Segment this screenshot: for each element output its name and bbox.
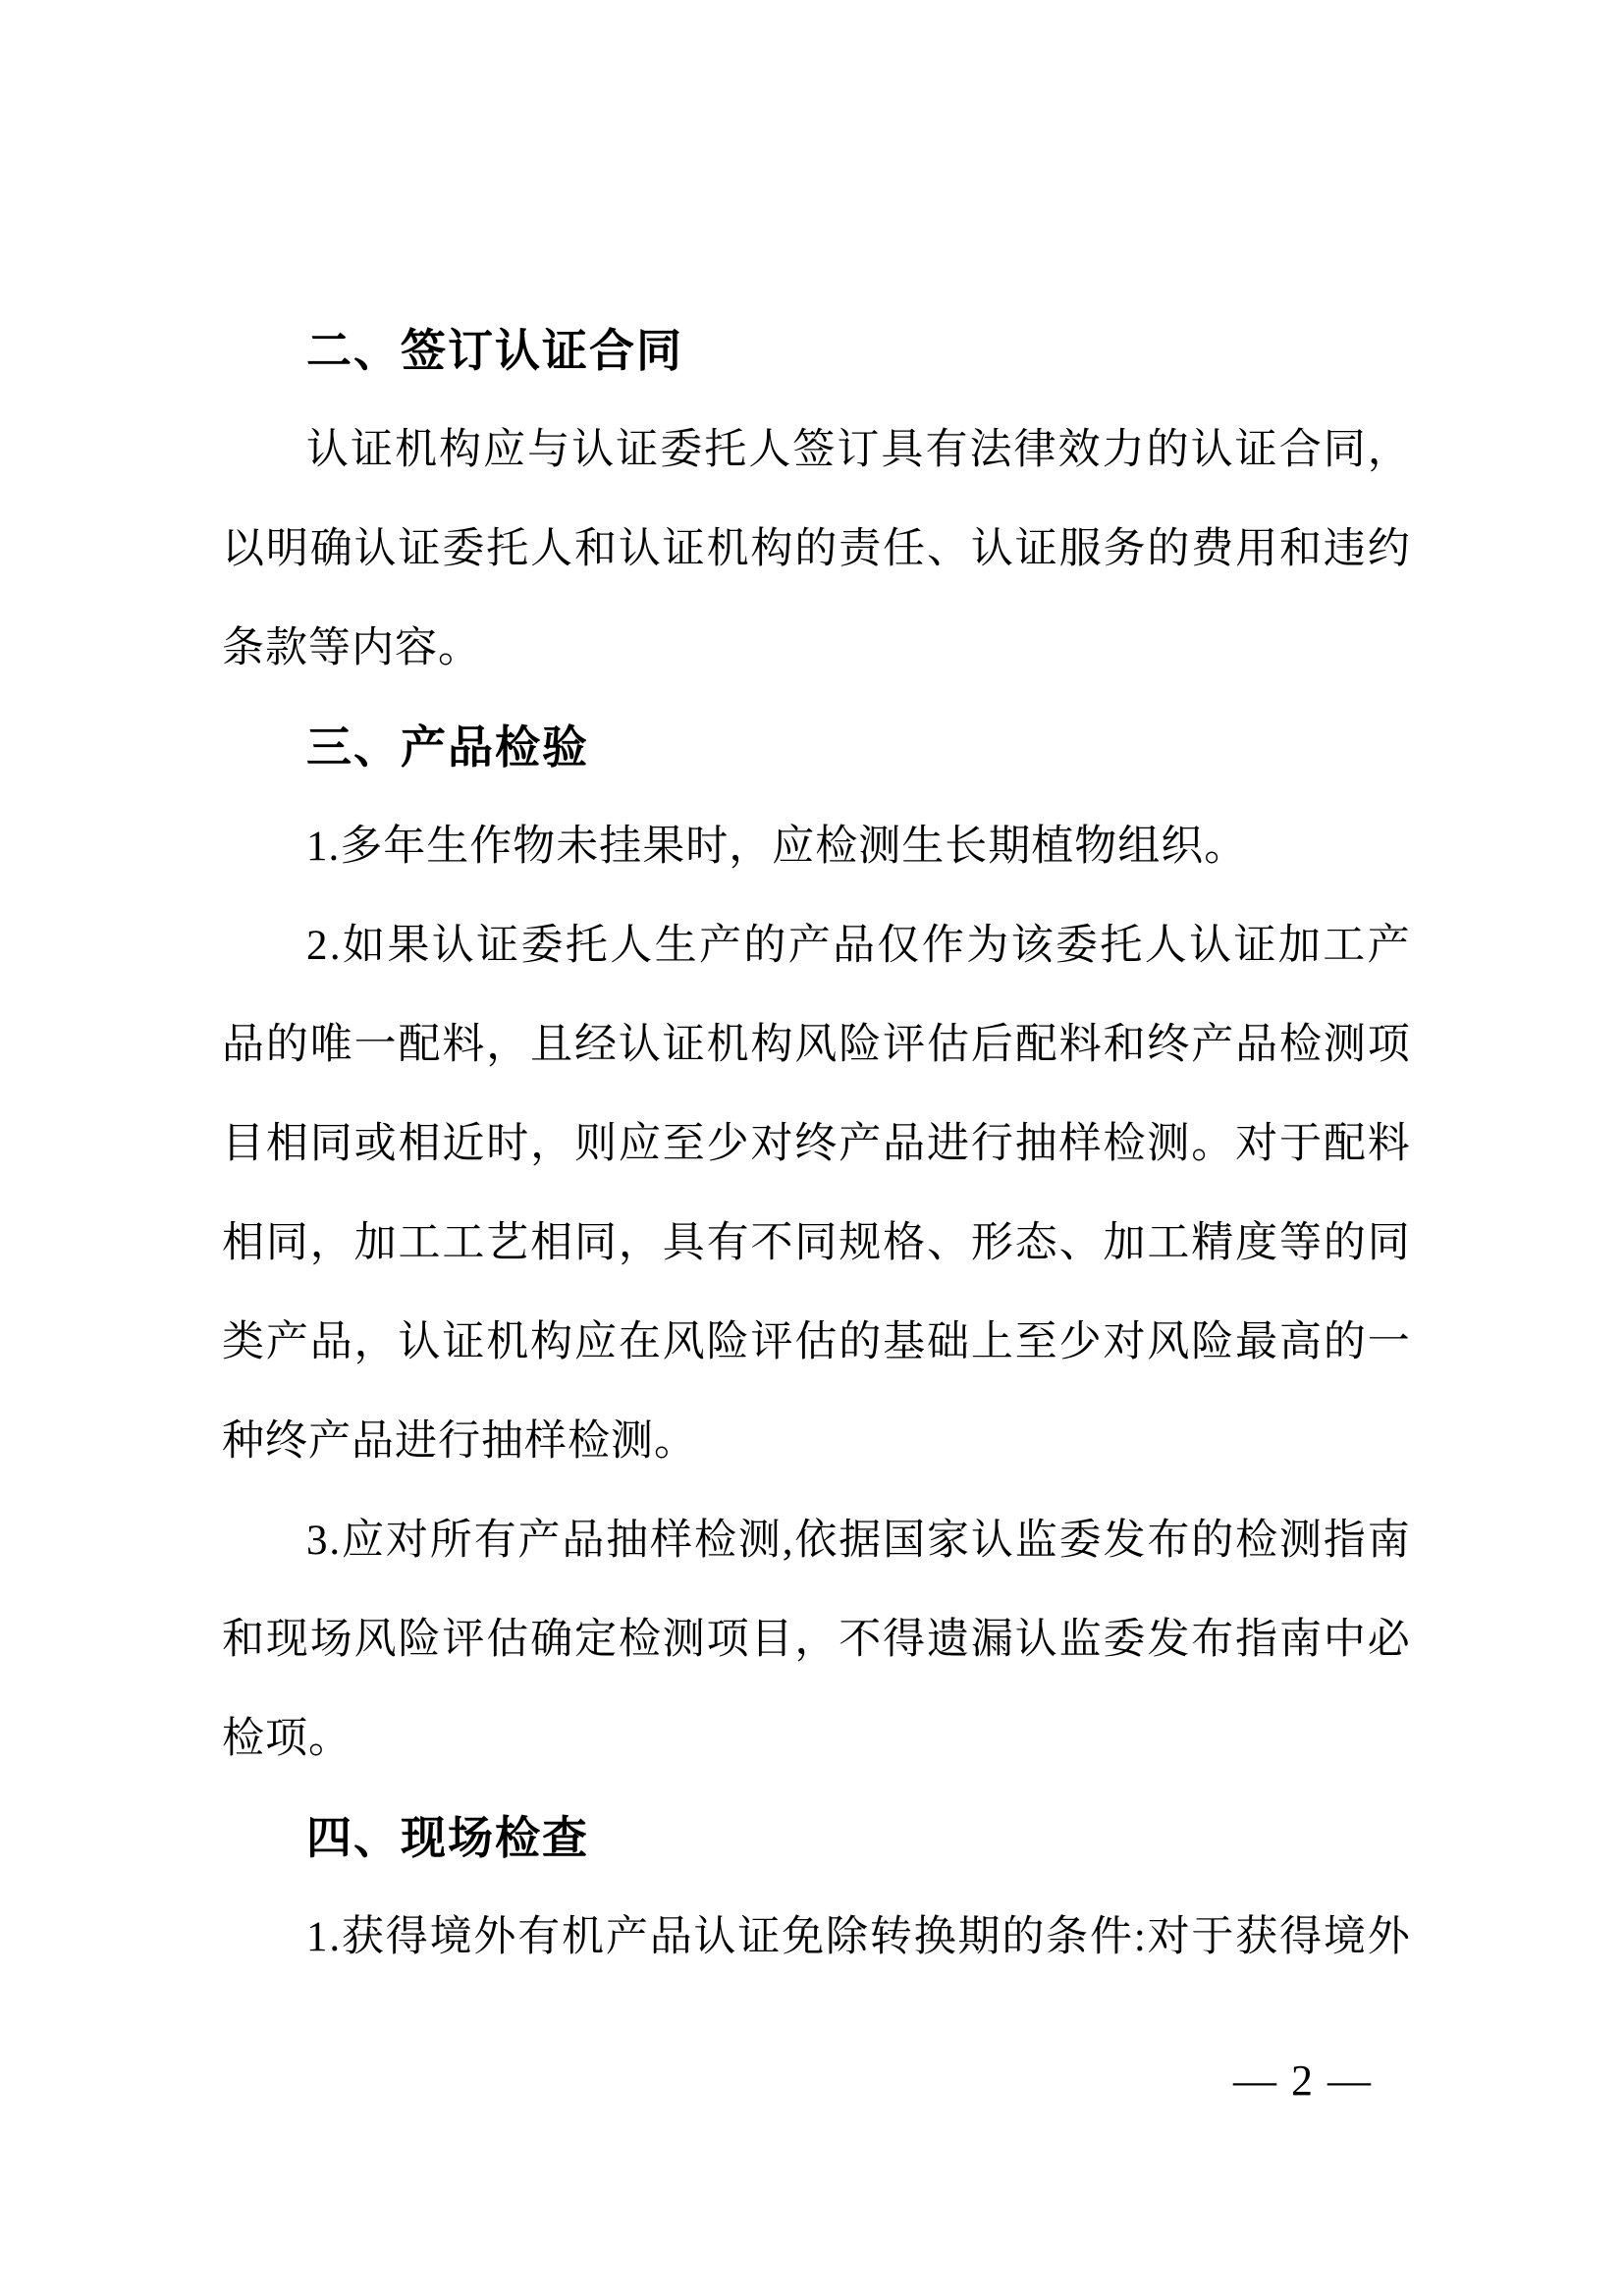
char: 项: [706, 1617, 749, 1663]
char: 相: [222, 1220, 264, 1266]
char: 上: [970, 1319, 1013, 1365]
char: 认: [398, 1319, 441, 1365]
char: 高: [1279, 1319, 1322, 1365]
text-line: 1.多年生作物未挂果时，应检测生长期植物组织。: [306, 824, 1248, 870]
char: 转: [869, 1914, 912, 1960]
char: 指: [1323, 1518, 1366, 1564]
text-line: 检项。: [222, 1716, 352, 1762]
char: 础: [927, 1319, 969, 1365]
char: 条: [1046, 1914, 1089, 1960]
char: 的: [265, 1022, 308, 1068]
char: 于: [1191, 1914, 1234, 1960]
char: 境: [429, 1914, 472, 1960]
char: 得: [883, 1617, 926, 1663]
char: 抽: [606, 1518, 649, 1564]
char: 对: [385, 1518, 428, 1564]
char: 品: [649, 1914, 692, 1960]
char: 相: [530, 1220, 573, 1266]
char: 构: [750, 526, 793, 572]
paragraph: [222, 400, 1410, 698]
char: 形: [970, 1220, 1013, 1266]
char: 委: [442, 526, 485, 572]
char: 任: [883, 526, 926, 572]
char: 产: [605, 1914, 648, 1960]
paragraph: [222, 896, 1410, 1491]
char: 、: [1058, 1220, 1102, 1266]
char: 获: [341, 1914, 384, 1960]
char: 近: [442, 1121, 485, 1167]
char: 发: [1147, 1617, 1190, 1663]
char: 同: [794, 1220, 838, 1266]
char: 样: [1058, 1121, 1102, 1167]
char: 中: [1323, 1617, 1366, 1663]
char: 风: [1147, 1319, 1190, 1365]
char: 人: [610, 923, 653, 969]
char: 认: [970, 526, 1013, 572]
char: 测: [1279, 1518, 1322, 1564]
char: 确: [309, 526, 352, 572]
char: 该: [1010, 923, 1054, 969]
char: 律: [1013, 427, 1056, 473]
char: 服: [1058, 526, 1102, 572]
char: 机: [562, 1914, 605, 1960]
paragraph: [222, 797, 1410, 896]
char: 工: [1147, 1220, 1190, 1266]
char: 遗: [927, 1617, 969, 1663]
char: 料: [1367, 1121, 1410, 1167]
text-line: 四、现场检查: [306, 1812, 589, 1863]
char: 险: [398, 1617, 441, 1663]
char: 配: [1014, 1022, 1057, 1068]
char: 力: [1102, 427, 1145, 473]
char: 境: [1323, 1914, 1366, 1960]
char: 机: [395, 427, 438, 473]
text-line: [222, 896, 1410, 995]
text-line: [222, 400, 1410, 500]
char: 料: [442, 1022, 485, 1068]
char: 工: [442, 1220, 485, 1266]
char: 托: [486, 526, 529, 572]
char: 换: [913, 1914, 956, 1960]
char: 目: [222, 1121, 264, 1167]
char: 应: [483, 427, 526, 473]
char: 果: [387, 923, 430, 969]
char: 、: [927, 1220, 969, 1266]
char: 监: [1014, 1518, 1057, 1564]
char: 确: [530, 1617, 573, 1663]
char: 国: [883, 1518, 926, 1564]
char: 的: [743, 923, 786, 969]
char: 以: [222, 526, 264, 572]
text-line: [222, 1491, 1410, 1590]
char: 和: [1279, 526, 1322, 572]
char: 委: [1103, 1617, 1146, 1663]
text-line: [222, 500, 1410, 599]
char: 配: [1323, 1121, 1366, 1167]
char: 人: [1144, 923, 1187, 969]
char: 对: [1235, 1121, 1278, 1167]
char: 认: [970, 1518, 1013, 1564]
char: ，: [353, 1319, 397, 1365]
char: 应: [618, 1121, 661, 1167]
char: 对: [750, 1121, 793, 1167]
char: 托: [704, 427, 747, 473]
char: 机: [486, 1319, 529, 1365]
char: 证: [662, 526, 705, 572]
char: 不: [750, 1220, 793, 1266]
char: 为: [966, 923, 1009, 969]
char: .: [329, 1518, 341, 1564]
char: 相: [398, 1121, 441, 1167]
char: 2: [306, 923, 328, 969]
char: 免: [782, 1914, 825, 1960]
char: 除: [826, 1914, 869, 1960]
paragraph: [222, 1491, 1410, 1789]
char: 相: [265, 1121, 308, 1167]
char: 定: [574, 1617, 617, 1663]
char: 3: [306, 1518, 328, 1564]
char: 证: [398, 526, 441, 572]
char: 同: [265, 1220, 308, 1266]
char: 测: [737, 1518, 781, 1564]
char: 同: [1323, 427, 1366, 473]
char: .: [329, 923, 341, 969]
char: 品: [1235, 1022, 1278, 1068]
char: ,: [782, 1518, 793, 1564]
char: 签: [792, 427, 836, 473]
section-heading: [222, 301, 1410, 400]
char: 产: [517, 1518, 561, 1564]
char: 同: [574, 1220, 617, 1266]
char: 基: [883, 1319, 926, 1365]
char: 合: [1278, 427, 1322, 473]
char: 人: [530, 526, 573, 572]
document-content: [222, 301, 1410, 1987]
char: 南: [1367, 1518, 1410, 1564]
char: 务: [1103, 526, 1146, 572]
char: 外: [473, 1914, 516, 1960]
text-line: [222, 1293, 1410, 1392]
char: 风: [662, 1319, 705, 1365]
char: 的: [1191, 1518, 1234, 1564]
char: 加: [1277, 923, 1321, 969]
char: 构: [530, 1319, 573, 1365]
char: 评: [750, 1319, 793, 1365]
char: 应: [342, 1518, 384, 1564]
char: 态: [1014, 1220, 1057, 1266]
char: 产: [265, 1319, 308, 1365]
char: 委: [1056, 923, 1098, 969]
char: 最: [1235, 1319, 1278, 1365]
char: 依: [794, 1518, 838, 1564]
char: 漏: [970, 1617, 1013, 1663]
char: 认: [1014, 1617, 1057, 1663]
char: 检: [1103, 1121, 1146, 1167]
char: 仅: [877, 923, 920, 969]
char: 至: [1014, 1319, 1057, 1365]
char: 应: [574, 1319, 617, 1365]
char: 认: [353, 526, 397, 572]
char: 1: [306, 1914, 328, 1960]
text-line: 三、产品检验: [306, 721, 589, 773]
char: 风: [353, 1617, 397, 1663]
char: 检: [694, 1518, 736, 1564]
char: 在: [618, 1319, 661, 1365]
char: 品: [883, 1121, 926, 1167]
char: 生: [654, 923, 697, 969]
char: 发: [1103, 1518, 1146, 1564]
text-line: [222, 1194, 1410, 1293]
char: 、: [927, 526, 969, 572]
char: 具: [662, 1220, 705, 1266]
char: 同: [1367, 1220, 1410, 1266]
char: 产: [839, 1121, 882, 1167]
char: 产: [787, 923, 831, 969]
char: 对: [1103, 1319, 1146, 1365]
char: 约: [1367, 526, 1410, 572]
char: 的: [1323, 1220, 1366, 1266]
char: 得: [1279, 1914, 1323, 1960]
char: 则: [574, 1121, 617, 1167]
char: ，: [1367, 427, 1410, 473]
char: 或: [353, 1121, 397, 1167]
text-line: [222, 1888, 1410, 1987]
char: 品: [562, 1518, 605, 1564]
char: 评: [442, 1617, 485, 1663]
char: 机: [706, 1022, 749, 1068]
text-line: [222, 1095, 1410, 1194]
char: 证: [662, 1022, 705, 1068]
char: 人: [748, 427, 791, 473]
char: 唯: [309, 1022, 352, 1068]
char: 的: [1001, 1914, 1045, 1960]
char: 测: [662, 1617, 705, 1663]
char: 订: [837, 427, 880, 473]
char: 配: [398, 1022, 441, 1068]
char: 评: [883, 1022, 926, 1068]
char: 至: [662, 1121, 705, 1167]
char: 加: [1103, 1220, 1146, 1266]
char: 认: [1189, 923, 1232, 969]
char: 责: [839, 526, 882, 572]
char: :: [1133, 1914, 1146, 1960]
char: 据: [839, 1518, 882, 1564]
char: 规: [839, 1220, 882, 1266]
char: 终: [1147, 1022, 1190, 1068]
char: 检: [1235, 1518, 1278, 1564]
char: 和: [1103, 1022, 1146, 1068]
char: 场: [309, 1617, 352, 1663]
char: 如: [343, 923, 385, 969]
char: 测: [1147, 1121, 1190, 1167]
char: 且: [530, 1022, 573, 1068]
char: 家: [927, 1518, 969, 1564]
char: 与: [527, 427, 570, 473]
char: 指: [1235, 1617, 1278, 1663]
char: 法: [969, 427, 1012, 473]
char: 认: [1190, 427, 1233, 473]
char: 同: [309, 1121, 352, 1167]
char: 不: [839, 1617, 882, 1663]
char: 有: [517, 1914, 561, 1960]
text-line: [222, 1590, 1410, 1689]
char: 所: [429, 1518, 472, 1564]
char: 后: [970, 1022, 1013, 1068]
char: 和: [574, 526, 617, 572]
char: 工: [398, 1220, 441, 1266]
char: 一: [353, 1022, 397, 1068]
char: 进: [927, 1121, 969, 1167]
char: 构: [750, 1022, 793, 1068]
char: 委: [520, 923, 564, 969]
char: 有: [925, 427, 968, 473]
char: 加: [353, 1220, 397, 1266]
char: 认: [306, 427, 349, 473]
char: 证: [476, 923, 519, 969]
char: 外: [1367, 1914, 1410, 1960]
char: 认: [693, 1914, 736, 1960]
char: 证: [1233, 923, 1276, 969]
char: ，: [486, 1022, 529, 1068]
char: 证: [1014, 526, 1057, 572]
page-number: — 2 —: [1233, 2056, 1373, 2105]
char: 于: [1279, 1121, 1322, 1167]
char: 产: [699, 923, 741, 969]
char: 估: [486, 1617, 529, 1663]
char: 工: [1323, 923, 1366, 969]
char: 度: [1235, 1220, 1278, 1266]
char: 测: [1323, 1022, 1366, 1068]
char: 明: [265, 526, 308, 572]
section-heading: [222, 698, 1410, 797]
char: 格: [883, 1220, 926, 1266]
char: 样: [650, 1518, 693, 1564]
char: 等: [1279, 1220, 1322, 1266]
char: 目: [750, 1617, 793, 1663]
char: ，: [618, 1220, 661, 1266]
char: 精: [1191, 1220, 1234, 1266]
char: 认: [571, 427, 615, 473]
char: 获: [1235, 1914, 1278, 1960]
char: 布: [1191, 1617, 1234, 1663]
char: 机: [706, 526, 749, 572]
char: 证: [737, 1914, 781, 1960]
char: 必: [1367, 1617, 1410, 1663]
char: 终: [794, 1121, 838, 1167]
char: 的: [794, 526, 838, 572]
text-line: 二、签订认证合同: [306, 325, 683, 376]
char: 认: [618, 526, 661, 572]
char: 的: [1323, 1319, 1366, 1365]
char: 证: [1234, 427, 1277, 473]
char: ，: [794, 1617, 838, 1663]
char: 证: [616, 427, 659, 473]
char: 险: [706, 1319, 749, 1365]
char: 料: [1058, 1022, 1102, 1068]
char: 估: [794, 1319, 838, 1365]
char: 委: [660, 427, 703, 473]
char: 时: [486, 1121, 529, 1167]
char: 。: [1191, 1121, 1234, 1167]
char: 艺: [486, 1220, 529, 1266]
char: 得: [385, 1914, 428, 1960]
char: 少: [1058, 1319, 1102, 1365]
char: 委: [1058, 1518, 1102, 1564]
char: 对: [1147, 1914, 1190, 1960]
char: 南: [1279, 1617, 1322, 1663]
char: 和: [222, 1617, 264, 1663]
char: 一: [1367, 1319, 1410, 1365]
char: ，: [530, 1121, 573, 1167]
char: .: [329, 1914, 341, 1960]
char: ，: [309, 1220, 352, 1266]
char: 的: [839, 1319, 882, 1365]
char: 有: [473, 1518, 516, 1564]
char: 证: [442, 1319, 485, 1365]
char: 的: [1147, 526, 1190, 572]
section-heading: [222, 1789, 1410, 1888]
char: 检: [618, 1617, 661, 1663]
char: 产: [1367, 923, 1410, 969]
char: 件: [1089, 1914, 1132, 1960]
char: 认: [431, 923, 474, 969]
text-line: 种终产品进行抽样检测。: [222, 1418, 697, 1465]
char: 的: [1146, 427, 1189, 473]
char: 现: [265, 1617, 308, 1663]
paragraph: [222, 1888, 1410, 1987]
char: 用: [1235, 526, 1278, 572]
char: 有: [706, 1220, 749, 1266]
char: 具: [881, 427, 924, 473]
char: 效: [1057, 427, 1101, 473]
char: 项: [1367, 1022, 1410, 1068]
char: 费: [1191, 526, 1234, 572]
char: 期: [957, 1914, 1001, 1960]
char: 证: [351, 427, 394, 473]
char: 品: [222, 1022, 264, 1068]
char: 托: [1100, 923, 1143, 969]
char: 产: [1191, 1022, 1234, 1068]
char: 抽: [1014, 1121, 1057, 1167]
char: 检: [1279, 1022, 1322, 1068]
char: 认: [618, 1022, 661, 1068]
text-line: [222, 995, 1410, 1095]
char: 监: [1058, 1617, 1102, 1663]
text-line: 条款等内容。: [222, 625, 481, 671]
char: 布: [1147, 1518, 1190, 1564]
char: 作: [921, 923, 964, 969]
char: 品: [833, 923, 876, 969]
char: 托: [565, 923, 608, 969]
char: 违: [1323, 526, 1366, 572]
char: 品: [309, 1319, 352, 1365]
char: 少: [706, 1121, 749, 1167]
char: 经: [574, 1022, 617, 1068]
char: 估: [927, 1022, 969, 1068]
char: 行: [970, 1121, 1013, 1167]
char: 类: [222, 1319, 264, 1365]
char: 风: [794, 1022, 838, 1068]
char: 险: [839, 1022, 882, 1068]
char: 构: [439, 427, 482, 473]
char: 险: [1191, 1319, 1234, 1365]
